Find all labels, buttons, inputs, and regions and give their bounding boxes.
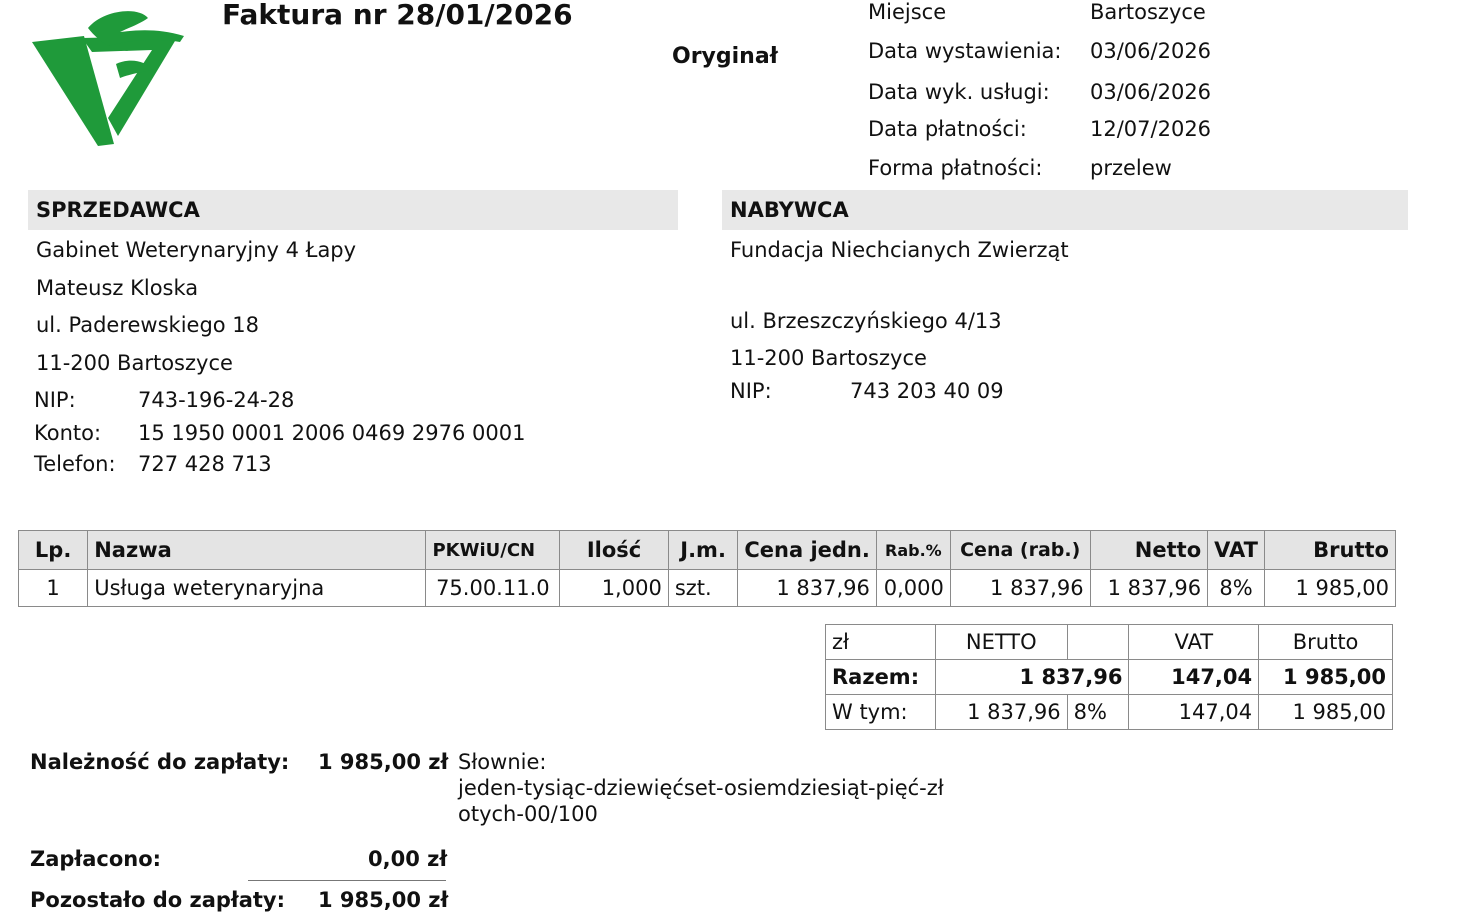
meta-label-payment-date: Data płatności: [868,117,1027,141]
col-header-qty: Ilość [560,531,669,570]
col-header-lp: Lp. [19,531,88,570]
cell-lp: 1 [19,570,88,607]
totals-of-which-row [826,695,1393,730]
totals-of-which-label: W tym: [826,695,936,730]
seller-phone-label: Telefon: [34,452,116,476]
seller-nip-label: NIP: [34,388,76,412]
buyer-nip: 743 203 40 09 [850,379,1004,403]
totals-header-vat: VAT [1129,625,1259,660]
in-words-line-2: otych-00/100 [458,802,598,826]
seller-city: 11-200 Bartoszyce [36,351,233,375]
totals-sum-vat: 147,04 [1129,660,1259,695]
totals-table [825,624,1393,730]
paid-value: 0,00 zł [368,847,448,871]
paid-label: Zapłacono: [30,847,162,871]
cell-netto: 1 837,96 [1090,570,1208,607]
invoice-title: Faktura nr 28/01/2026 [222,0,573,31]
meta-label-service-date: Data wyk. usługi: [868,80,1050,104]
totals-of-which-brutto: 1 985,00 [1259,695,1393,730]
cell-unit-price: 1 837,96 [738,570,877,607]
seller-account-label: Konto: [34,421,102,445]
col-header-vat: VAT [1208,531,1265,570]
seller-street: ul. Paderewskiego 18 [36,313,260,337]
meta-value-service-date: 03/06/2026 [1090,80,1212,104]
col-header-discounted-price: Cena (rab.) [950,531,1090,570]
cell-brutto: 1 985,00 [1264,570,1395,607]
seller-name: Gabinet Weterynaryjny 4 Łapy [36,238,357,262]
table-row [19,570,1396,607]
meta-value-payment-date: 12/07/2026 [1090,117,1212,141]
totals-header-rate [1067,625,1129,660]
buyer-heading: NABYWCA [730,198,849,222]
cell-unit: szt. [668,570,738,607]
meta-label-payment-form: Forma płatności: [868,156,1043,180]
amount-due-label: Należność do zapłaty: [30,750,290,774]
seller-person: Mateusz Kloska [36,276,199,300]
totals-sum-brutto: 1 985,00 [1259,660,1393,695]
seller-account: 15 1950 0001 2006 0469 2976 0001 [138,421,526,445]
col-header-pkwiu: PKWiU/CN [426,531,560,570]
cell-vat: 8% [1208,570,1265,607]
buyer-nip-label: NIP: [730,379,772,403]
cell-name: Usługa weterynaryjna [88,570,426,607]
col-header-unit: J.m. [668,531,738,570]
meta-value-issue-date: 03/06/2026 [1090,39,1212,63]
totals-header-netto: NETTO [935,625,1067,660]
meta-value-place: Bartoszyce [1090,0,1206,24]
clinic-logo-icon [28,6,188,150]
amount-due-value: 1 985,00 zł [318,750,449,774]
col-header-name: Nazwa [88,531,426,570]
totals-header-brutto: Brutto [1259,625,1393,660]
meta-label-issue-date: Data wystawienia: [868,39,1062,63]
totals-of-which-vat: 147,04 [1129,695,1259,730]
cell-pkwiu: 75.00.11.0 [426,570,560,607]
col-header-unit-price: Cena jedn. [738,531,877,570]
items-table [18,530,1396,607]
totals-sum-label: Razem: [826,660,936,695]
cell-qty: 1,000 [560,570,669,607]
seller-heading: SPRZEDAWCA [36,198,200,222]
in-words-line-1: jeden-tysiąc-dziewięćset-osiemdziesiąt-pięć-zł [458,776,944,800]
seller-phone: 727 428 713 [138,452,272,476]
totals-header-row [826,625,1393,660]
summary-divider [248,880,446,881]
totals-sum-row [826,660,1393,695]
totals-of-which-rate: 8% [1067,695,1129,730]
seller-nip: 743-196-24-28 [138,388,295,412]
remaining-label: Pozostało do zapłaty: [30,888,285,912]
in-words-label: Słownie: [458,750,547,774]
totals-of-which-netto: 1 837,96 [935,695,1067,730]
seller-heading-bar [28,190,678,230]
copy-label: Oryginał [672,44,778,69]
buyer-name: Fundacja Niechcianych Zwierząt [730,238,1069,262]
col-header-discount: Rab.% [876,531,950,570]
meta-value-payment-form: przelew [1090,156,1172,180]
totals-header-currency: zł [826,625,936,660]
col-header-brutto: Brutto [1264,531,1395,570]
col-header-netto: Netto [1090,531,1208,570]
meta-label-place: Miejsce [868,0,947,24]
remaining-value: 1 985,00 zł [318,888,449,912]
buyer-street: ul. Brzeszczyńskiego 4/13 [730,309,1002,333]
totals-sum-netto: 1 837,96 [935,660,1129,695]
buyer-heading-bar [722,190,1408,230]
cell-discount: 0,000 [876,570,950,607]
items-header-row [19,531,1396,570]
cell-discounted-price: 1 837,96 [950,570,1090,607]
buyer-city: 11-200 Bartoszyce [730,346,927,370]
